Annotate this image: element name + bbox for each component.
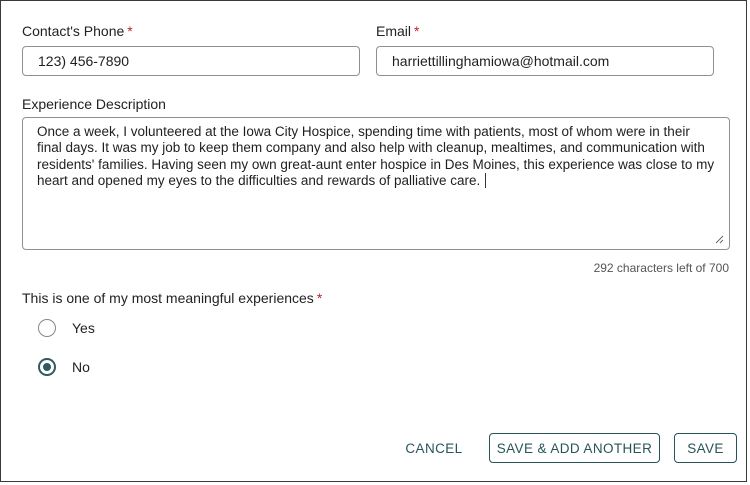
experience-text: Once a week, I volunteered at the Iowa City Hospice, spending time with patients, most of whom were in their final days. It was my job to keep them company and also help with cleanup, mealtimes, and communication with residents' families. Having seen my own great-aunt enter hospice in Des Moines, this experience was close to my heart and opened my eyes to the difficulties and rewards of palliative care. bbox=[37, 124, 715, 189]
email-label-text: Email bbox=[376, 23, 412, 39]
meaningful-label-text: This is one of my most meaningful experiences bbox=[22, 290, 314, 306]
resize-handle-icon[interactable] bbox=[715, 235, 724, 244]
email-required-mark: * bbox=[414, 23, 420, 39]
phone-label bbox=[22, 23, 133, 39]
save-button[interactable]: SAVE bbox=[674, 433, 737, 463]
radio-option-yes[interactable] bbox=[38, 319, 95, 337]
experience-textarea[interactable] bbox=[22, 117, 730, 250]
save-add-another-button[interactable]: SAVE & ADD ANOTHER bbox=[489, 433, 660, 463]
meaningful-label bbox=[22, 290, 322, 306]
radio-yes-label: Yes bbox=[72, 320, 95, 336]
email-label bbox=[376, 23, 419, 39]
character-counter: 292 characters left of 700 bbox=[593, 261, 729, 275]
experience-label: Experience Description bbox=[22, 96, 166, 112]
radio-yes-icon[interactable] bbox=[38, 319, 56, 337]
meaningful-required-mark: * bbox=[316, 290, 323, 306]
radio-no-icon[interactable] bbox=[38, 358, 56, 376]
phone-input[interactable]: 123) 456-7890 bbox=[22, 46, 360, 76]
radio-no-label: No bbox=[72, 359, 90, 375]
email-input[interactable]: harriettillinghamiowa@hotmail.com bbox=[376, 46, 714, 76]
cancel-button[interactable]: CANCEL bbox=[399, 434, 469, 464]
phone-required-mark: * bbox=[127, 23, 133, 39]
text-caret bbox=[485, 173, 486, 188]
phone-label-text: Contact's Phone bbox=[22, 23, 125, 39]
radio-option-no[interactable] bbox=[38, 358, 90, 376]
